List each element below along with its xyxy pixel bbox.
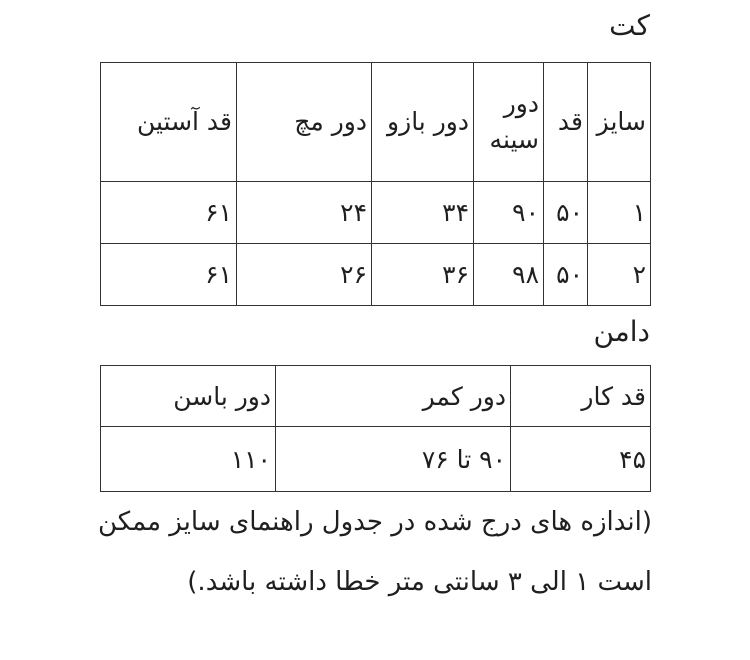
table-header-row — [101, 366, 651, 427]
table-row — [101, 182, 651, 244]
header-size: سایز — [588, 63, 651, 182]
table-cell: ۹۸ — [474, 244, 544, 306]
table-cell: ۲ — [588, 244, 651, 306]
table-header-row — [101, 63, 651, 182]
skirt-section-title: دامن — [593, 315, 650, 348]
table-cell: ۱ — [588, 182, 651, 244]
table-row — [101, 244, 651, 306]
table-cell: ۵۰ — [544, 244, 588, 306]
header-wrist: دور مچ — [237, 63, 372, 182]
table-cell: ۲۴ — [237, 182, 372, 244]
table-cell: ۹۰ تا ۷۶ — [276, 427, 511, 492]
size-disclaimer-note: (اندازه های درج شده در جدول راهنمای سایز ممکن است ۱ الی ۳ سانتی متر خطا داشته باشد.) — [97, 507, 652, 597]
table-cell: ۱۱۰ — [101, 427, 276, 492]
skirt-size-table — [100, 365, 651, 492]
header-arm: دور بازو — [372, 63, 474, 182]
table-cell: ۶۱ — [101, 182, 237, 244]
table-cell: ۳۶ — [372, 244, 474, 306]
header-chest: دور سینه — [474, 63, 544, 182]
table-cell: ۶۱ — [101, 244, 237, 306]
header-waist: دور کمر — [276, 366, 511, 427]
table-cell: ۴۵ — [511, 427, 651, 492]
table-cell: ۳۴ — [372, 182, 474, 244]
header-hip: دور باسن — [101, 366, 276, 427]
header-garment-length: قد کار — [511, 366, 651, 427]
header-sleeve-length: قد آستین — [101, 63, 237, 182]
jacket-section-title: کت — [609, 9, 650, 42]
table-cell: ۹۰ — [474, 182, 544, 244]
table-row — [101, 427, 651, 492]
table-cell: ۵۰ — [544, 182, 588, 244]
header-length: قد — [544, 63, 588, 182]
table-cell: ۲۶ — [237, 244, 372, 306]
jacket-size-table — [100, 62, 651, 306]
